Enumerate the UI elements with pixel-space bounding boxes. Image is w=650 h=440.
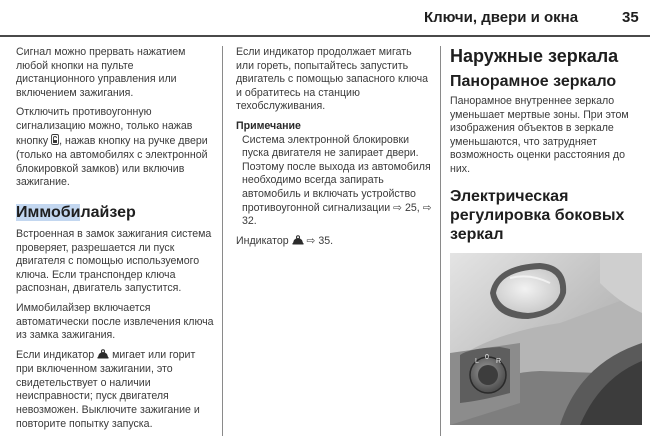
mirror-control-photo <box>450 253 642 425</box>
page-ref-arrow-icon[interactable]: ⇨ <box>306 234 316 247</box>
key-unlock-button-icon <box>51 134 59 150</box>
page-header <box>0 0 650 36</box>
paragraph-alarm-interrupt: Сигнал можно прервать нажатием любой кнопки на пульте дистанционного управления или включением зажигания. <box>16 46 186 99</box>
paragraph-alarm-disable-a: Отключить противоугонную сигнализацию можно, только нажав кнопку <box>16 106 193 147</box>
paragraph-indicator-fault-b: мигает или горит при включенном зажигании, это свидетельствует о наличии неисправности; пуск двигателя невозможен. Выключите зажигание и повторите попытку запуска. <box>16 348 200 430</box>
indicator-reference <box>236 235 432 250</box>
note-body-text: Система электронной блокировки пуска двигателя не запирает двери. Поэтому после выхода из автомобиля необходимо всегда запирать автомобиль и включать устройство противоугонной сигнализации <box>242 133 431 214</box>
section-title: Ключи, двери и окна <box>424 9 579 26</box>
panoramic-mirror-text: Панорамное внутреннее зеркало уменьшает мертвые зоны. При этом изображения объектов в зеркале уменьшаются, что затрудняет возможность оценки расстояния до них. <box>450 95 629 175</box>
column-1 <box>16 46 214 437</box>
immobilizer-heading-highlight: Иммоби <box>16 203 81 221</box>
immobilizer-heading <box>16 204 214 222</box>
immobilizer-heading-rest: лайзер <box>80 203 136 221</box>
indicator-reference-label: Индикатор <box>236 234 289 247</box>
electric-mirror-heading: Электрическая регулировка боковых зеркал <box>450 187 625 243</box>
paragraph-indicator-fault-a: Если индикатор <box>16 348 95 361</box>
header-rule <box>0 35 650 37</box>
page-ref-arrow-icon[interactable]: ⇨ <box>393 201 403 214</box>
page-ref-link[interactable]: 32 <box>242 215 254 228</box>
knob-label-left: L <box>475 358 479 365</box>
note-separator: , <box>416 201 420 214</box>
exterior-mirrors-heading: Наружные зеркала <box>450 46 619 66</box>
paragraph-indicator-persist: Если индикатор продолжает мигать или гореть, попытайтесь запустить двигатель с помощью запасного ключа и обратитесь на станцию техобслуживания. <box>236 46 429 113</box>
page-number: 35 <box>622 9 639 26</box>
column-divider <box>440 46 441 436</box>
page-ref-link[interactable]: 25 <box>404 201 417 214</box>
panoramic-mirror-heading: Панорамное зеркало <box>450 73 617 90</box>
column-divider <box>222 46 223 436</box>
knob-label-center: 0 <box>485 354 489 361</box>
paragraph-indicator-fault <box>16 349 214 432</box>
note-body <box>236 134 432 229</box>
note-label: Примечание <box>236 119 301 132</box>
column-3 <box>450 46 642 248</box>
page-ref-arrow-icon[interactable]: ⇨ <box>422 201 432 214</box>
paragraph-immobilizer-auto: Иммобилайзер включается автоматически после извлечения ключа из замка зажигания. <box>16 301 214 342</box>
immobilizer-indicator-icon <box>292 235 304 250</box>
paragraph-immobilizer-system: Встроенная в замок зажигания система проверяет, разрешается ли пуск двигателя с помощью используемого ключа. Если транспондер ключа распознан, двигатель запустится. <box>16 227 212 295</box>
knob-label-right: R <box>496 358 502 365</box>
paragraph-alarm-disable <box>16 106 214 190</box>
immobilizer-indicator-icon <box>97 349 109 364</box>
column-2 <box>236 46 432 255</box>
indicator-reference-end: . <box>330 234 334 247</box>
page-ref-link[interactable]: 35 <box>318 234 331 247</box>
note-end: . <box>253 215 257 228</box>
paragraph-alarm-disable-b: , нажав кнопку на ручке двери (только на автомобилях с электронной блокировкой замков) или включив зажигание. <box>16 134 208 189</box>
